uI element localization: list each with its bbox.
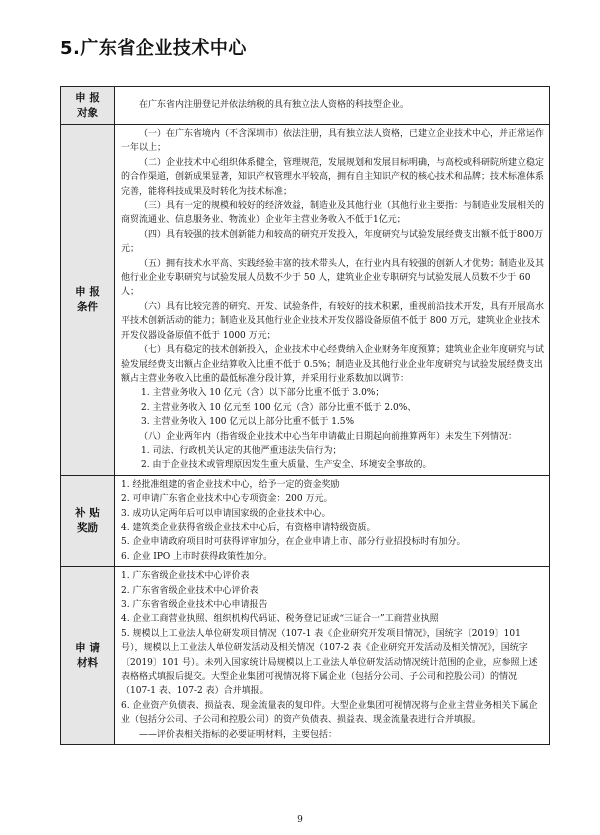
condition-item: （七）具有稳定的技术创新投入，企业技术中心经费纳入企业财务年度预算；建筑业企业年度研究与试验发展经费支出额占企业结算收入比重不低于 0.5%；制造业及其他行业企业年度研究与试验发展经费支出额占主营业务收入比重的最低标准分段计算，并采用行业系数加以调节： bbox=[121, 345, 545, 384]
material-item: 5. 规模以上工业法人单位研发项目情况（107-1 表《企业研究开发项目情况》，国统字〔2019〕101 号），规模以上工业法人单位研发活动及相关情况（107-2 表《企业研究开发活动及相关情况》，国统字〔2019〕101 号）。未列入国家统计局规模以上工业法人单位研发活动情况统计范围的企业，应参照上述表格格式填报后提交。大型企业集团可视情况将下属企业（包括分公司、子公司和控股公司）的情况（107-1 表、107-2 表）合并填报。 bbox=[121, 628, 538, 697]
material-item: ——评价表相关指标的必要证明材料，主要包括： bbox=[139, 729, 338, 740]
subsidy-item: 4. 建筑类企业获得省级企业技术中心后，有资格申请特级资质。 bbox=[121, 522, 376, 533]
label-materials: 申 请 材料 bbox=[61, 567, 115, 745]
row-materials bbox=[61, 567, 550, 745]
condition-item: （一）在广东省境内（不含深圳市）依法注册，具有独立法人资格，已建立企业技术中心，并正常运作一年以上； bbox=[121, 129, 545, 154]
condition-item: （六）具有比较完善的研究、开发、试验条件，有较好的技术积累，重视前沿技术开发，具有开展高水平技术创新活动的能力；制造业及其他行业企业技术开发仪器设备原值不低于 800 万元，建筑业企业技术开发仪器设备原值不低于 1000 万元； bbox=[121, 301, 545, 341]
materials-content bbox=[115, 567, 550, 745]
material-item: 3. 广东省省级企业技术中心申请报告 bbox=[121, 600, 268, 610]
label-conditions: 申 报 条件 bbox=[61, 125, 115, 476]
material-item: 1. 广东省级企业技术中心评价表 bbox=[121, 571, 250, 582]
label-target: 申 报 对象 bbox=[61, 87, 115, 125]
subsidy-content bbox=[115, 475, 550, 566]
subsidy-item: 3. 成功认定两年后可以申请国家级的企业技术中心。 bbox=[121, 508, 331, 519]
material-item: 2. 广东省省级企业技术中心评价表 bbox=[121, 585, 259, 596]
condition-sub-item: 1. 主营业务收入 10 亿元（含）以下部分比重不低于 3.0%； bbox=[141, 388, 385, 399]
condition-item: （三）具有一定的规模和较好的经济效益，制造业及其他行业（其他行业主要指：与制造业发展相关的 商贸流通业、信息服务业、物流业）企业年主营业务收入不低于1亿元； bbox=[121, 201, 545, 226]
condition-sub-item: 2. 由于企业技术或管理原因发生重大质量、生产安全、环境安全事故的。 bbox=[141, 460, 432, 471]
condition-sub-item: 2. 主营业务收入 10 亿元至 100 亿元（含）部分比重不低于 2.0%、 bbox=[141, 402, 417, 413]
condition-sub-item: 1. 司法、行政机关认定的其他严重违法失信行为； bbox=[141, 445, 342, 456]
condition-item: （五）拥有技术水平高、实践经验丰富的技术带头人，在行业内具有较强的创新人才优势；制造业及其他行业企业专职研究与试验发展人员数不少于 50 人，建筑业企业专职研究与试验发展人员数不少于 60 人； bbox=[121, 258, 545, 298]
subsidy-item: 6. 企业 IPO 上市时获得政策性加分。 bbox=[121, 551, 273, 562]
row-conditions bbox=[61, 125, 550, 476]
material-item: 6. 企业资产负债表、损益表、现金流量表的复印件。大型企业集团可视情况将与企业主营业务相关下属企业（包括分公司、子公司和控股公司）的资产负债表、损益表、现金流量表进行合并填报。 bbox=[121, 700, 538, 726]
condition-item: （四）具有较强的技术创新能力和较高的研究开发投入，年度研究与试验发展经费支出额不低于800万元； bbox=[121, 229, 544, 255]
row-subsidy bbox=[61, 475, 550, 566]
target-content bbox=[115, 87, 550, 125]
target-text: 在广东省内注册登记并依法纳税的具有独立法人资格的科技型企业。 bbox=[139, 100, 410, 111]
subsidy-item: 5. 企业申请政府项目时可获得评审加分，在企业申请上市、部分行业招投标时有加分。 bbox=[121, 537, 466, 548]
label-subsidy: 补 贴 奖励 bbox=[61, 475, 115, 566]
page-number: 9 bbox=[297, 815, 303, 825]
subsidy-item: 1. 经批准组建的省企业技术中心，给予一定的资金奖励 bbox=[121, 479, 340, 490]
subsidy-item: 2. 可申请广东省企业技术中心专项资金：200 万元。 bbox=[121, 494, 333, 505]
material-item: 4. 企业工商营业执照、组织机构代码证、税务登记证或“三证合一”工商营业执照 bbox=[121, 614, 439, 625]
condition-sub-item: 3. 主营业务收入 100 亿元以上部分比重不低于 1.5% bbox=[141, 417, 355, 428]
page-title: 5.广东省企业技术中心 bbox=[60, 38, 247, 59]
row-target bbox=[61, 87, 550, 125]
condition-item: （八）企业两年内（指省级企业技术中心当年申请截止日期起向前推算两年）未发生下列情况： bbox=[139, 431, 518, 442]
condition-item: （二）企业技术中心组织体系健全，管理规范，发展规划和发展目标明确，与高校或科研院所建立稳定的合作渠道，创新成果显著，知识产权管理水平较高，拥有自主知识产权的核心技术和品牌；技术标准体系完善，能将科技成果及时转化为技术标准； bbox=[121, 157, 545, 197]
conditions-content bbox=[115, 125, 550, 476]
application-info-table bbox=[60, 86, 550, 745]
